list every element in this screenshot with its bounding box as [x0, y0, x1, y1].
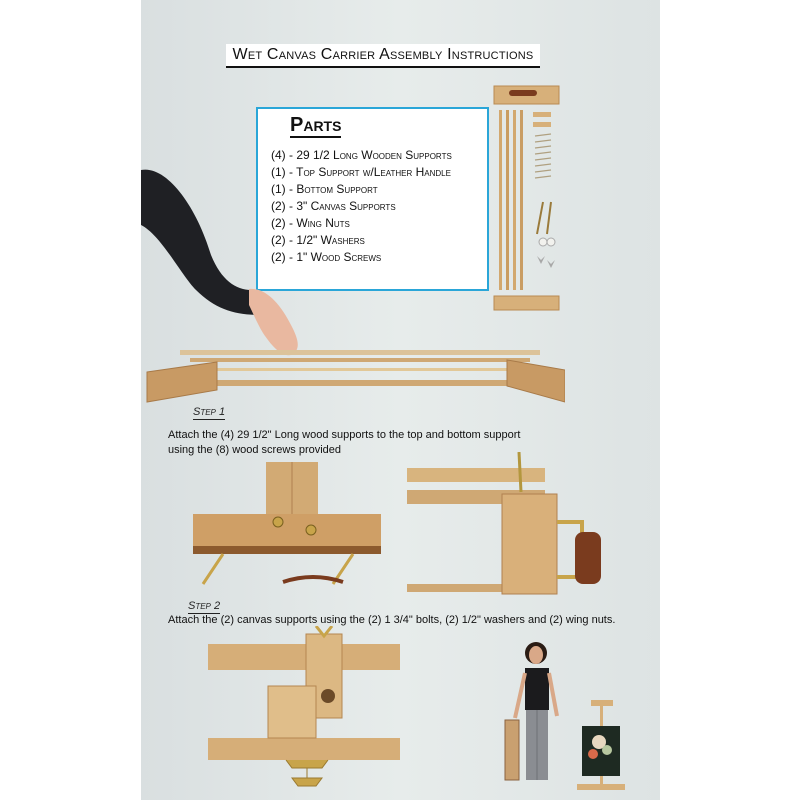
- step-1-text-line-1: Attach the (4) 29 1/2" Long wood supports to the top and bottom support: [168, 429, 521, 441]
- parts-item: (4) - 29 1/2 Long Wooden Supports: [271, 148, 452, 162]
- parts-item: (1) - Top Support w/Leather Handle: [271, 165, 451, 179]
- assembled-frame-photo: [145, 340, 565, 410]
- parts-item: (2) - 3" Canvas Supports: [271, 199, 396, 213]
- step-1-text-line-2: using the (8) wood screws provided: [168, 444, 342, 456]
- step-1-joint-photo: [193, 462, 383, 587]
- step-2-text-line-1: Attach the (2) canvas supports using the (2) 1 3/4" bolts, (2) 1/2" washers and (2) wing nuts.: [168, 614, 616, 626]
- step-2-carrier-painting-photo: [577, 700, 627, 790]
- step-1-handle-photo: [407, 452, 617, 597]
- parts-heading: Parts: [290, 114, 342, 136]
- step-2-label: Step 2: [188, 600, 221, 612]
- step-1-label: Step 1: [193, 406, 226, 418]
- step-2-woman-photo: [501, 638, 571, 788]
- instruction-sheet: [141, 0, 660, 800]
- arm-photo: [141, 165, 311, 365]
- step-2-canvas-support-photo: [208, 626, 403, 798]
- parts-item: (2) - 1/2" Washers: [271, 233, 365, 247]
- parts-item: (1) - Bottom Support: [271, 182, 378, 196]
- parts-item: (2) - Wing Nuts: [271, 216, 350, 230]
- parts-kit-photo: [491, 84, 566, 314]
- page-title: Wet Canvas Carrier Assembly Instructions: [226, 44, 540, 68]
- parts-item: (2) - 1" Wood Screws: [271, 250, 382, 264]
